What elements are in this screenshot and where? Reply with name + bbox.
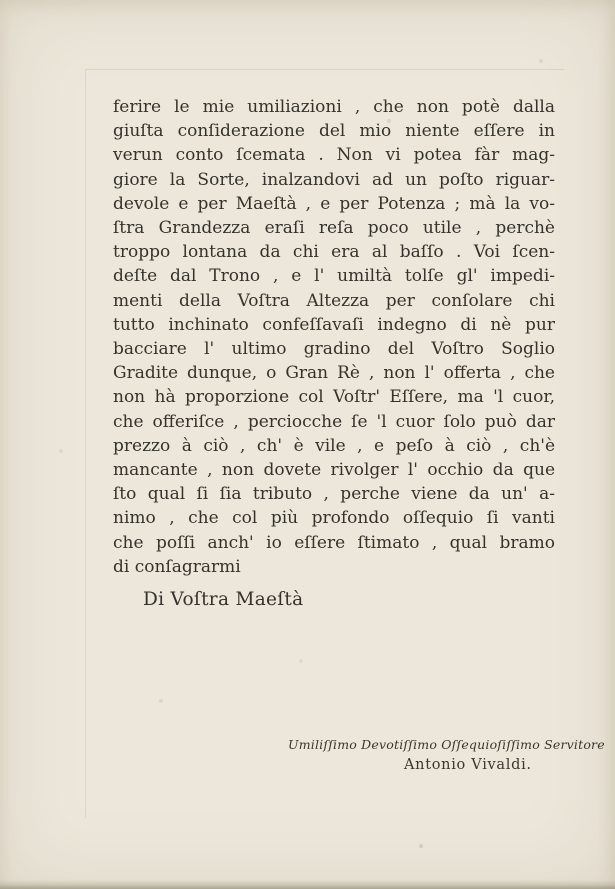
text-line: giuſta conſiderazione del mio niente eſſere in (113, 121, 555, 142)
text-line: ſtra Grandezza eraſi reſa poco utile , perchè (113, 218, 555, 239)
signature-name: Antonio Vivaldi. (404, 757, 532, 773)
text-line: tutto inchinato confeſſavaſi indegno di nè pur (113, 314, 555, 335)
text-line: nimo , che col più profondo oſſequio ſi vanti (113, 508, 555, 529)
text-line: bacciare l' ultimo gradino del Voſtro Soglio (113, 339, 555, 360)
text-line: non hà proporzione col Voſtr' Eſſere, ma 'l cuor, (113, 387, 555, 408)
text-line: di conſagrarmi (113, 556, 241, 577)
text-line: ſto qual ſi ſia tributo , perche viene da un' a- (113, 484, 555, 505)
text-line: Gradite dunque, o Gran Rè , non l' offerta , che (113, 363, 555, 384)
text-line: deſte dal Trono , e l' umiltà tolſe gl' impedi- (113, 266, 555, 287)
text-line: devole e per Maeſtà , e per Potenza ; mà la vo- (113, 193, 555, 214)
text-line: giore la Sorte, inalzandovi ad un poſto riguar- (113, 169, 555, 190)
valediction-line: Umiliſſimo Devotiſſimo Oſſequioſiſſimo Servitore (288, 737, 605, 752)
text-line: che offeriſce , perciocche ſe 'l cuor ſolo può dar (113, 411, 555, 432)
text-line: troppo lontana da chi era al baſſo . Voi ſcen- (113, 242, 555, 263)
page-bottom-edge (0, 880, 615, 889)
text-line: che poſſi anch' io eſſere ſtimato , qual bramo (113, 532, 555, 553)
text-line: prezzo à ciò , ch' è vile , e peſo à ciò , ch'è (113, 435, 555, 456)
body-text (113, 95, 555, 579)
text-line: ferire le mie umiliazioni , che non potè dalla (113, 97, 555, 117)
text-line: mancante , non dovete rivolger l' occhio da que (113, 460, 555, 481)
text-line: verun conto ſcemata . Non vi potea fàr mag- (113, 145, 555, 166)
salutation: Di Voſtra Maeſtà (143, 589, 304, 610)
paper-specks (0, 0, 2, 2)
text-line: menti della Voſtra Altezza per conſolare chi (113, 290, 555, 311)
